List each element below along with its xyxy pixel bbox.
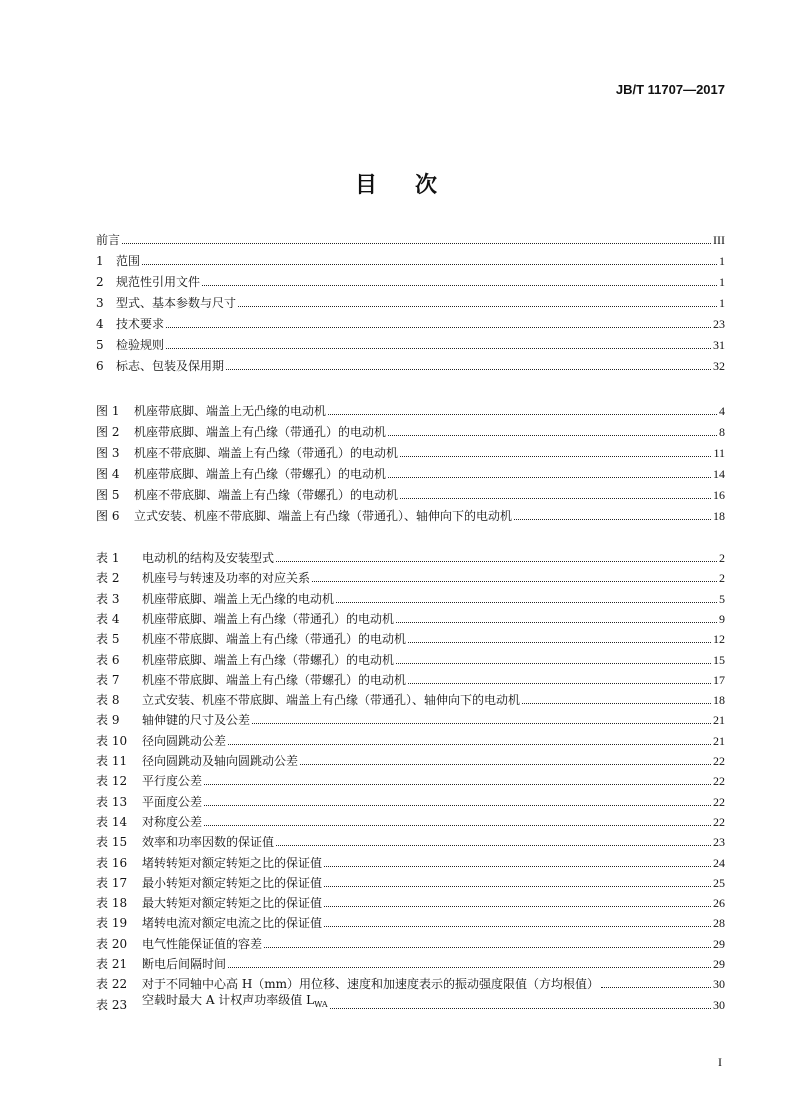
entry-title [142, 712, 250, 728]
entry-title-text: 规范性引用文件 [116, 275, 201, 289]
entry-page-number: 26 [713, 896, 725, 911]
entry-title [142, 733, 226, 749]
dot-leader [122, 242, 711, 244]
dot-leader [522, 702, 711, 704]
toc-table-entry[interactable] [96, 708, 725, 728]
toc-table-entry[interactable] [96, 587, 725, 607]
toc-table-entry[interactable] [96, 952, 725, 972]
toc-section-entry[interactable] [96, 249, 725, 269]
toc-table-entry[interactable] [96, 911, 725, 931]
entry-title-text: 最小转矩对额定转矩之比的保证值 [142, 875, 323, 890]
entry-page-number: 30 [713, 997, 725, 1012]
entry-number: 图 5 [96, 488, 120, 502]
entry-page-number: 23 [713, 835, 725, 850]
entry-title-text: 径向圆跳动及轴向圆跳动公差 [142, 754, 299, 768]
document-code: JB/T 11707—2017 [615, 82, 725, 97]
entry-title-text: 机座带底脚、端盖上有凸缘（带通孔）的电动机 [142, 611, 395, 626]
entry-title-text: 机座带底脚、端盖上有凸缘（带螺孔）的电动机 [142, 652, 395, 667]
entry-number: 表 19 [96, 916, 128, 931]
dot-leader [601, 986, 711, 988]
entry-page-number: 2 [719, 551, 725, 565]
entry-page-number: 14 [713, 467, 725, 481]
entry-number: 表 21 [96, 957, 128, 971]
dot-leader [142, 263, 717, 265]
entry-number: 图 1 [96, 404, 120, 418]
dot-leader [388, 434, 717, 436]
entry-number: 表 13 [96, 794, 128, 809]
entry-title [142, 753, 298, 769]
toc-table-entry[interactable] [96, 891, 725, 911]
entry-number: 3 [96, 296, 104, 310]
entry-title [142, 631, 406, 647]
toc-table-entry[interactable] [96, 972, 725, 992]
dot-leader [202, 284, 717, 286]
entry-page-number: 23 [713, 317, 725, 331]
toc-table-entry[interactable] [96, 790, 725, 810]
toc-table-entry[interactable] [96, 749, 725, 769]
dot-leader [330, 1007, 711, 1009]
dot-leader [324, 865, 711, 867]
entry-title-text: 立式安装、机座不带底脚、端盖上有凸缘（带通孔）、轴伸向下的电动机 [142, 693, 521, 708]
entry-title [142, 992, 328, 1013]
entry-title-text: 径向圆跳动公差 [142, 733, 227, 748]
entry-title [142, 814, 202, 830]
entry-title-text: 检验规则 [116, 338, 165, 352]
entry-page-number: 18 [713, 693, 725, 708]
entry-number: 2 [96, 275, 104, 289]
entry-title [116, 295, 236, 311]
entry-number: 表 14 [96, 814, 128, 829]
entry-page-number: 1 [719, 275, 725, 289]
entry-title-text: 机座带底脚、端盖上有凸缘（带螺孔）的电动机 [134, 467, 387, 481]
dot-leader [408, 641, 711, 643]
entry-title [142, 834, 274, 850]
entry-number: 表 4 [96, 611, 120, 626]
entry-title [142, 794, 202, 810]
toc-table-entry[interactable] [96, 688, 725, 708]
footer-page-number: I [718, 1055, 722, 1069]
dot-leader [324, 905, 711, 907]
dot-leader [400, 455, 711, 457]
entry-page-number: 8 [719, 425, 725, 439]
dot-leader [228, 743, 711, 745]
entry-title-text: 前言 [96, 233, 121, 247]
entry-number: 表 16 [96, 855, 128, 870]
entry-page-number: III [713, 233, 725, 247]
entry-title-text: 堵转电流对额定电流之比的保证值 [142, 916, 323, 931]
entry-title-text: 空载时最大 A 计权声功率级值 L [142, 992, 315, 1007]
entry-number: 表 11 [96, 754, 128, 768]
toc-table-entry[interactable] [96, 769, 725, 789]
toc-table-entry[interactable] [96, 648, 725, 668]
entry-page-number: 31 [713, 338, 725, 352]
entry-page-number: 32 [713, 359, 725, 373]
toc-table-entry[interactable] [96, 546, 725, 566]
entry-title-text: 机座不带底脚、端盖上有凸缘（带通孔）的电动机 [142, 632, 407, 647]
entry-number: 表 18 [96, 896, 128, 911]
dot-leader [514, 518, 711, 520]
toc-figure-entry[interactable] [96, 483, 725, 503]
entry-title-text: 范围 [116, 254, 141, 268]
toc-table-entry[interactable] [96, 871, 725, 891]
dot-leader [166, 326, 711, 328]
entry-number: 表 7 [96, 672, 120, 687]
entry-page-number: 28 [713, 916, 725, 931]
entry-page-number: 11 [713, 446, 725, 460]
entry-number: 表 23 [96, 997, 128, 1012]
entry-page-number: 5 [719, 591, 725, 606]
dot-leader [312, 580, 717, 582]
entry-page-number: 17 [713, 672, 725, 687]
entry-title [142, 855, 322, 871]
entry-title [142, 611, 394, 627]
entry-number: 4 [96, 317, 104, 331]
entry-title-text: 电动机的结构及安装型式 [142, 551, 275, 565]
dot-leader [204, 783, 711, 785]
entry-title-text: 轴伸键的尺寸及公差 [142, 713, 251, 728]
dot-leader [396, 662, 711, 664]
entry-page-number: 18 [713, 509, 725, 523]
dot-leader [388, 476, 711, 478]
entry-title-text: 机座不带底脚、端盖上有凸缘（带螺孔）的电动机 [142, 672, 407, 687]
entry-number: 表 20 [96, 936, 128, 951]
entry-number: 表 3 [96, 591, 120, 606]
entry-page-number: 25 [713, 875, 725, 890]
entry-title-text: 平面度公差 [142, 794, 203, 809]
entry-page-number: 22 [713, 794, 725, 809]
entry-number: 表 9 [96, 713, 120, 728]
dot-leader [276, 560, 717, 562]
entry-title [134, 508, 512, 524]
dot-leader [408, 682, 711, 684]
entry-title-text: 对称度公差 [142, 814, 203, 829]
entry-title-text: 机座带底脚、端盖上有凸缘（带通孔）的电动机 [134, 425, 387, 439]
toc-section-entry[interactable] [96, 228, 725, 248]
entry-number: 表 10 [96, 733, 128, 748]
entry-title [142, 692, 520, 708]
entry-page-number: 22 [713, 774, 725, 789]
toc-table-entry[interactable] [96, 810, 725, 830]
page-title: 目次 [354, 173, 475, 198]
entry-title [142, 875, 322, 891]
entry-page-number: 1 [719, 296, 725, 310]
entry-title-text: 技术要求 [116, 317, 165, 331]
entry-number: 表 22 [96, 977, 128, 992]
dot-leader [276, 844, 711, 846]
entry-number: 表 12 [96, 774, 128, 789]
entry-title-text: 标志、包装及保用期 [116, 359, 225, 373]
entry-page-number: 4 [719, 404, 725, 418]
entry-title [142, 773, 202, 789]
toc-table-entry[interactable] [96, 607, 725, 627]
entry-number: 表 17 [96, 875, 128, 890]
entry-title [116, 274, 200, 290]
toc-figure-entry[interactable] [96, 462, 725, 482]
entry-number: 1 [96, 254, 104, 268]
dot-leader [336, 601, 717, 603]
entry-title [142, 976, 599, 992]
entry-title [134, 487, 398, 503]
dot-leader [400, 497, 711, 499]
entry-title [142, 936, 262, 952]
entry-title-subscript: WA [314, 999, 328, 1009]
entry-title-text: 机座不带底脚、端盖上有凸缘（带螺孔）的电动机 [134, 488, 399, 502]
dot-leader [238, 305, 717, 307]
entry-title [96, 232, 120, 248]
entry-title-text: 对于不同轴中心高 H（mm）用位移、速度和加速度表示的振动强度限值（方均根值） [142, 977, 600, 992]
entry-number: 图 4 [96, 467, 120, 481]
toc-table-entry[interactable] [96, 566, 725, 586]
entry-title [134, 424, 386, 440]
entry-title [142, 895, 322, 911]
toc-section-entry[interactable] [96, 312, 725, 332]
entry-title [142, 672, 406, 688]
dot-leader [328, 413, 717, 415]
toc-section-entry[interactable] [96, 291, 725, 311]
entry-title [142, 570, 310, 586]
entry-number: 图 2 [96, 425, 120, 439]
toc-table-entry[interactable] [96, 993, 725, 1013]
entry-title [142, 652, 394, 668]
entry-title-text: 型式、基本参数与尺寸 [116, 296, 237, 310]
entry-number: 表 1 [96, 551, 120, 565]
entry-page-number: 24 [713, 855, 725, 870]
toc-figure-entry[interactable] [96, 504, 725, 524]
toc-section-entry[interactable] [96, 270, 725, 290]
toc-table-entry[interactable] [96, 851, 725, 871]
entry-title [142, 550, 274, 566]
dot-leader [228, 966, 711, 968]
toc-table-entry[interactable] [96, 729, 725, 749]
entry-page-number: 30 [713, 977, 725, 992]
dot-leader [264, 946, 711, 948]
entry-page-number: 21 [713, 713, 725, 728]
toc-section-entry[interactable] [96, 354, 725, 374]
entry-title [134, 466, 386, 482]
entry-title-text: 效率和功率因数的保证值 [142, 835, 275, 850]
toc-table-entry[interactable] [96, 668, 725, 688]
entry-number: 6 [96, 359, 104, 373]
entry-number: 表 8 [96, 693, 120, 708]
dot-leader [204, 804, 711, 806]
entry-page-number: 22 [713, 754, 725, 768]
toc-figure-entry[interactable] [96, 441, 725, 461]
entry-page-number: 16 [713, 488, 725, 502]
toc-table-entry[interactable] [96, 830, 725, 850]
entry-title [142, 915, 322, 931]
dot-leader [166, 347, 711, 349]
entry-page-number: 12 [713, 632, 725, 647]
entry-title-text: 电气性能保证值的容差 [142, 936, 263, 951]
entry-title [116, 316, 164, 332]
entry-title [116, 337, 164, 353]
entry-number: 表 15 [96, 835, 128, 850]
dot-leader [324, 885, 711, 887]
toc-figure-entry[interactable] [96, 399, 725, 419]
dot-leader [204, 824, 711, 826]
entry-title-text: 立式安装、机座不带底脚、端盖上有凸缘（带通孔）、轴伸向下的电动机 [134, 509, 513, 523]
entry-title-text: 堵转转矩对额定转矩之比的保证值 [142, 855, 323, 870]
entry-title [134, 403, 326, 419]
entry-title-text: 平行度公差 [142, 774, 203, 789]
entry-number: 表 2 [96, 571, 120, 586]
entry-title [134, 445, 398, 461]
toc-figure-entry[interactable] [96, 420, 725, 440]
toc-table-entry[interactable] [96, 627, 725, 647]
dot-leader [252, 722, 711, 724]
dot-leader [300, 763, 711, 765]
entry-number: 表 6 [96, 652, 120, 667]
entry-title-text: 最大转矩对额定转矩之比的保证值 [142, 896, 323, 911]
entry-number: 图 6 [96, 509, 120, 523]
entry-page-number: 29 [713, 957, 725, 971]
entry-page-number: 15 [713, 652, 725, 667]
entry-title [142, 956, 226, 972]
dot-leader [396, 621, 717, 623]
entry-title-text: 机座带底脚、端盖上无凸缘的电动机 [134, 404, 327, 418]
dot-leader [226, 368, 711, 370]
entry-title-text: 断电后间隔时间 [142, 957, 227, 971]
entry-page-number: 29 [713, 936, 725, 951]
toc-section-entry[interactable] [96, 333, 725, 353]
entry-title-text: 机座带底脚、端盖上无凸缘的电动机 [142, 591, 335, 606]
entry-page-number: 21 [713, 733, 725, 748]
entry-page-number: 22 [713, 814, 725, 829]
dot-leader [324, 925, 711, 927]
toc-table-entry[interactable] [96, 932, 725, 952]
entry-title [142, 591, 334, 607]
entry-title-text: 机座号与转速及功率的对应关系 [142, 571, 311, 586]
entry-number: 图 3 [96, 446, 120, 460]
entry-page-number: 1 [719, 254, 725, 268]
entry-number: 5 [96, 338, 104, 352]
entry-title [116, 253, 140, 269]
entry-title-text: 机座不带底脚、端盖上有凸缘（带通孔）的电动机 [134, 446, 399, 460]
entry-number: 表 5 [96, 632, 120, 647]
entry-page-number: 9 [719, 611, 725, 626]
entry-page-number: 2 [719, 571, 725, 586]
entry-title [116, 358, 224, 374]
